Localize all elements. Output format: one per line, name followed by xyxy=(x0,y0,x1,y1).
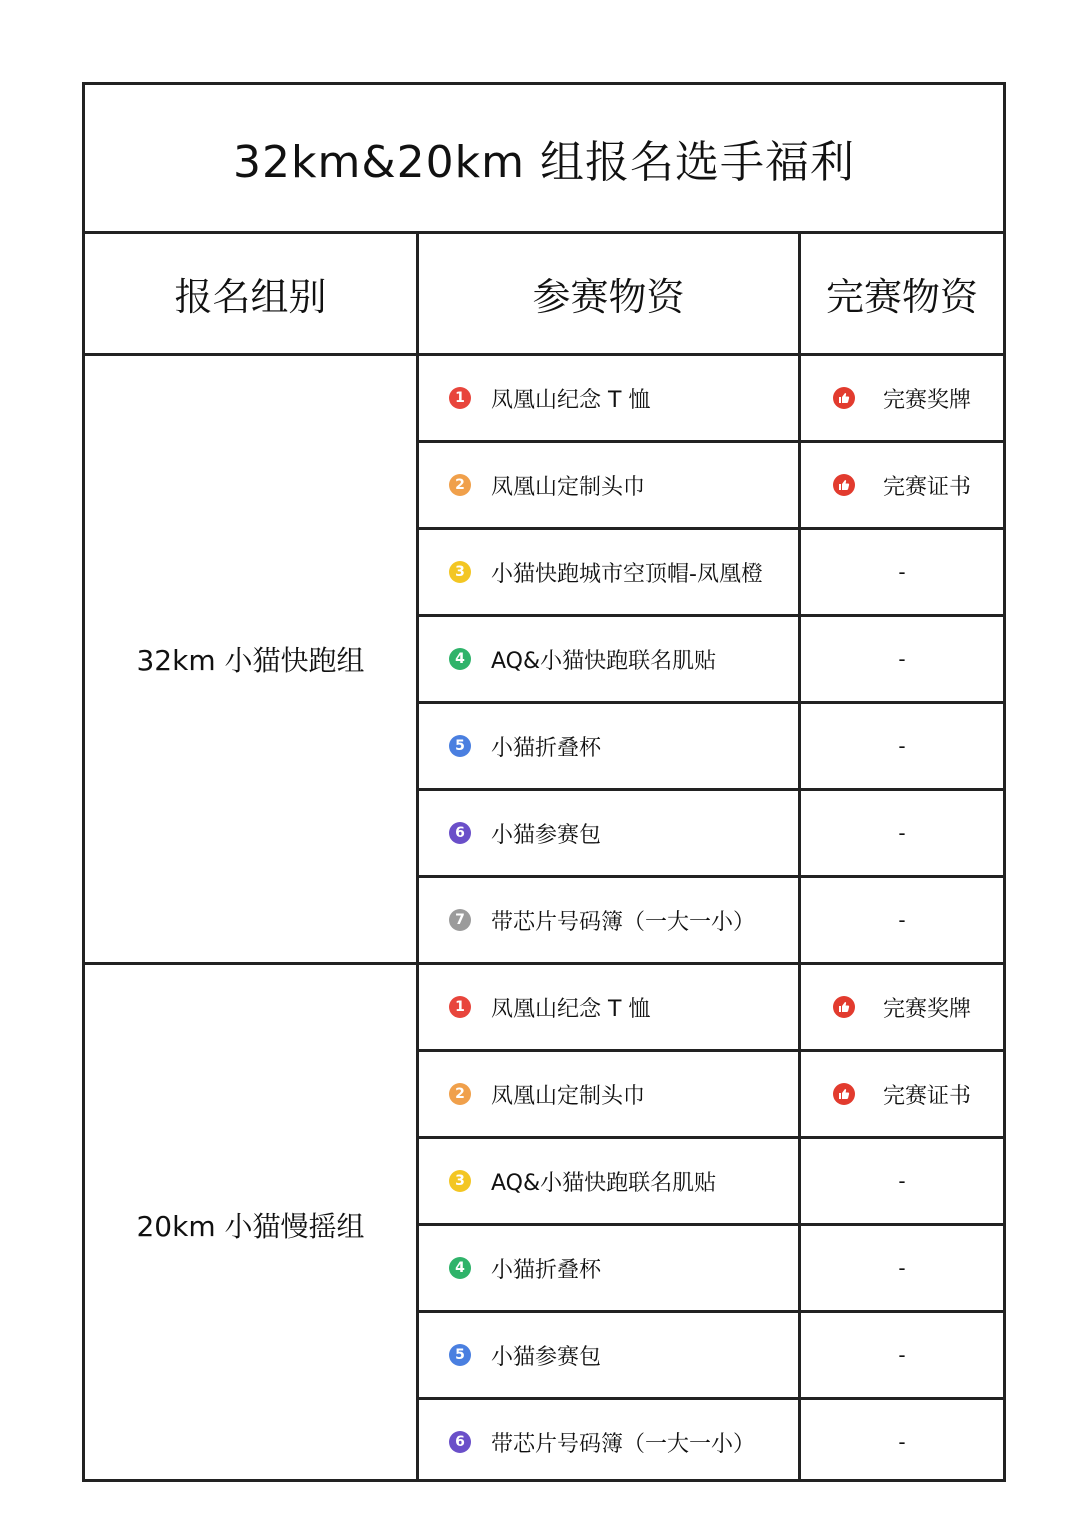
table-title-text: 32km&20km 组报名选手福利 xyxy=(233,137,855,188)
race-kit-item-text: 凤凰山定制头巾 xyxy=(491,474,646,500)
empty-dash: - xyxy=(898,734,906,758)
header-row xyxy=(85,234,1003,356)
number-badge-icon: 6 xyxy=(449,822,471,844)
table-row xyxy=(419,791,1003,875)
race-kit-item-text: 小猫参赛包 xyxy=(491,1344,602,1370)
number-badge-icon: 2 xyxy=(449,1083,471,1105)
table-row xyxy=(419,1139,1003,1223)
number-badge-icon: 4 xyxy=(449,1257,471,1279)
finish-kit-cell xyxy=(801,965,1003,1049)
finish-kit-cell xyxy=(801,617,1003,701)
finish-kit-cell xyxy=(801,1052,1003,1136)
thumbs-up-icon xyxy=(833,387,855,409)
finish-kit-content xyxy=(833,1079,971,1110)
table-row xyxy=(419,617,1003,701)
thumbs-up-icon xyxy=(833,474,855,496)
table-row xyxy=(419,878,1003,962)
benefits-table xyxy=(82,82,1006,1482)
finish-kit-cell xyxy=(801,1400,1003,1484)
number-badge-icon: 5 xyxy=(449,1344,471,1366)
race-kit-cell xyxy=(419,1052,798,1136)
race-kit-item-text: 带芯片号码簿（一大一小） xyxy=(491,909,756,935)
finish-kit-cell xyxy=(801,1139,1003,1223)
finish-kit-cell xyxy=(801,1313,1003,1397)
table-row xyxy=(419,443,1003,527)
finish-kit-content xyxy=(833,992,971,1023)
finish-kit-text: 完赛奖牌 xyxy=(882,996,971,1022)
empty-dash: - xyxy=(898,1169,906,1193)
finish-kit-content xyxy=(833,470,971,501)
finish-kit-text: 完赛证书 xyxy=(882,474,971,500)
empty-dash: - xyxy=(898,1256,906,1280)
header-finish-kit-text: 完赛物资 xyxy=(825,275,978,319)
race-kit-cell xyxy=(419,878,798,962)
table-row xyxy=(419,704,1003,788)
finish-kit-content xyxy=(833,383,971,414)
table-row xyxy=(419,1400,1003,1484)
race-kit-cell xyxy=(419,1313,798,1397)
race-kit-cell xyxy=(419,704,798,788)
empty-dash: - xyxy=(898,1430,906,1454)
finish-kit-cell xyxy=(801,443,1003,527)
header-race-kit xyxy=(419,234,798,353)
table-title xyxy=(85,85,1003,234)
finish-kit-text: 完赛证书 xyxy=(882,1083,971,1109)
race-kit-cell xyxy=(419,791,798,875)
race-kit-cell xyxy=(419,1400,798,1484)
finish-kit-cell xyxy=(801,1226,1003,1310)
table-row xyxy=(419,356,1003,440)
race-kit-item-text: 凤凰山纪念 T 恤 xyxy=(491,387,651,413)
number-badge-icon: 3 xyxy=(449,1170,471,1192)
number-badge-icon: 2 xyxy=(449,474,471,496)
thumbs-up-icon xyxy=(833,996,855,1018)
race-kit-item-text: 带芯片号码簿（一大一小） xyxy=(491,1431,756,1457)
thumbs-up-icon xyxy=(833,1083,855,1105)
table-row xyxy=(419,1313,1003,1397)
finish-kit-cell xyxy=(801,530,1003,614)
race-kit-item-text: 小猫快跑城市空顶帽-凤凰橙 xyxy=(491,561,763,587)
group-label-text: 32km 小猫快跑组 xyxy=(136,644,365,677)
number-badge-icon: 1 xyxy=(449,996,471,1018)
table-row xyxy=(419,1052,1003,1136)
table-row xyxy=(419,530,1003,614)
finish-kit-cell xyxy=(801,704,1003,788)
race-kit-cell xyxy=(419,617,798,701)
race-kit-item-text: 小猫折叠杯 xyxy=(491,1257,602,1283)
number-badge-icon: 6 xyxy=(449,1431,471,1453)
race-kit-item-text: 小猫参赛包 xyxy=(491,822,602,848)
empty-dash: - xyxy=(898,647,906,671)
header-group xyxy=(85,234,416,353)
race-kit-item-text: AQ&小猫快跑联名肌贴 xyxy=(491,648,717,674)
empty-dash: - xyxy=(898,1343,906,1367)
number-badge-icon: 7 xyxy=(449,909,471,931)
finish-kit-cell xyxy=(801,356,1003,440)
race-kit-cell xyxy=(419,965,798,1049)
group-label xyxy=(85,965,416,1484)
race-kit-cell xyxy=(419,530,798,614)
race-kit-item-text: 凤凰山纪念 T 恤 xyxy=(491,996,651,1022)
finish-kit-cell xyxy=(801,791,1003,875)
race-kit-item-text: 凤凰山定制头巾 xyxy=(491,1083,646,1109)
header-group-text: 报名组别 xyxy=(174,275,327,319)
table-row xyxy=(419,965,1003,1049)
table-row xyxy=(419,1226,1003,1310)
number-badge-icon: 4 xyxy=(449,648,471,670)
race-kit-cell xyxy=(419,1139,798,1223)
number-badge-icon: 3 xyxy=(449,561,471,583)
race-kit-item-text: AQ&小猫快跑联名肌贴 xyxy=(491,1170,717,1196)
group-label xyxy=(85,356,416,962)
finish-kit-cell xyxy=(801,878,1003,962)
race-kit-cell xyxy=(419,1226,798,1310)
finish-kit-text: 完赛奖牌 xyxy=(882,387,971,413)
race-kit-cell xyxy=(419,356,798,440)
empty-dash: - xyxy=(898,560,906,584)
empty-dash: - xyxy=(898,821,906,845)
header-finish-kit xyxy=(801,234,1003,353)
number-badge-icon: 5 xyxy=(449,735,471,757)
race-kit-item-text: 小猫折叠杯 xyxy=(491,735,602,761)
number-badge-icon: 1 xyxy=(449,387,471,409)
group-label-text: 20km 小猫慢摇组 xyxy=(136,1209,365,1243)
race-kit-cell xyxy=(419,443,798,527)
empty-dash: - xyxy=(898,908,906,932)
header-race-kit-text: 参赛物资 xyxy=(532,275,685,319)
